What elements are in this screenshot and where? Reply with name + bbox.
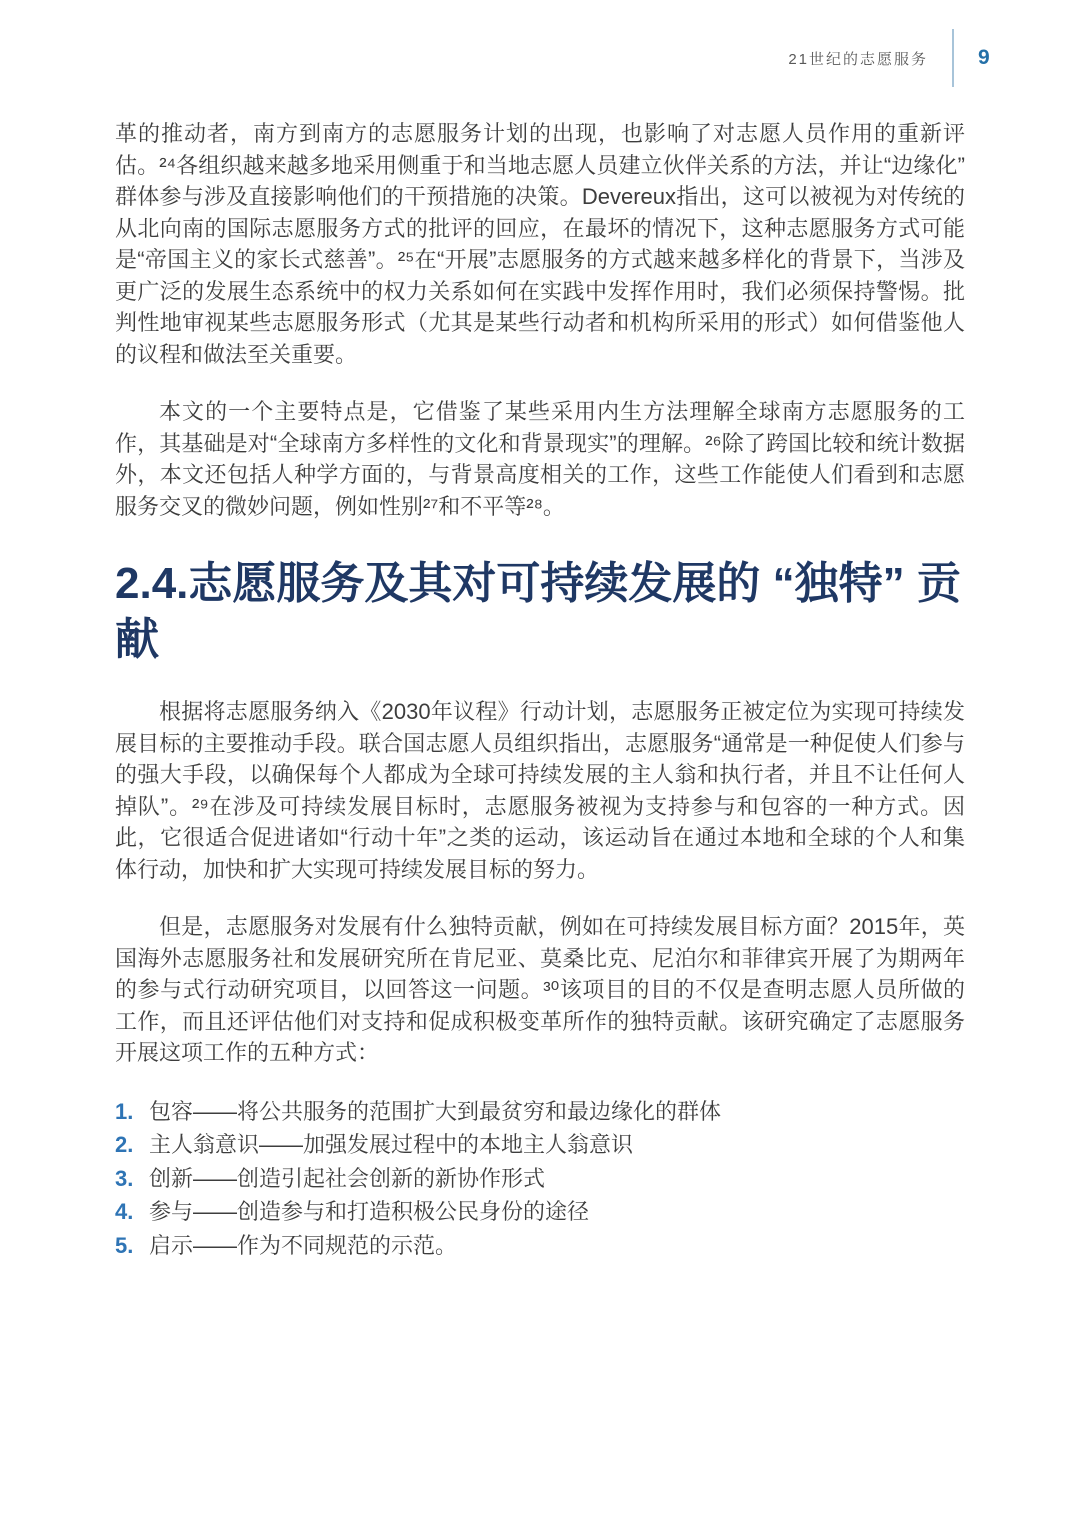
list-item-text: 参与——创造参与和打造积极公民身份的途径 bbox=[149, 1199, 590, 1224]
numbered-list bbox=[115, 1095, 965, 1263]
header-divider bbox=[952, 29, 954, 87]
body-paragraph-2: 本文的一个主要特点是，它借鉴了某些采用内生方法理解全球南方志愿服务的工作，其基础是对“全球南方多样性的文化和背景现实”的理解。²⁶除了跨国比较和统计数据外，本文还包括人种学方面的，与背景高度相关的工作，这些工作能使人们看到和志愿服务交叉的微妙问题，例如性别²⁷和不平等²⁸。 bbox=[115, 399, 965, 519]
page-content bbox=[115, 118, 965, 1262]
page-number: 9 bbox=[978, 46, 990, 69]
list-item-text: 主人翁意识——加强发展过程中的本地主人翁意识 bbox=[149, 1132, 634, 1157]
list-item-number: 3. bbox=[115, 1165, 134, 1191]
list-item bbox=[115, 1128, 965, 1162]
list-item bbox=[115, 1162, 965, 1196]
list-item-number: 5. bbox=[115, 1232, 134, 1258]
list-item bbox=[115, 1095, 965, 1129]
body-paragraph-1: 革的推动者，南方到南方的志愿服务计划的出现，也影响了对志愿人员作用的重新评估。²⁴各组织越来越多地采用侧重于和当地志愿人员建立伙伴关系的方法，并让“边缘化”群体参与涉及直接影响他们的干预措施的决策。Devereux指出，这可以被视为对传统的从北向南的国际志愿服务方式的批评的回应，在最坏的情况下，这种志愿服务方式可能是“帝国主义的家长式慈善”。²⁵在“开展”志愿服务的方式越来越多样化的背景下，当涉及更广泛的发展生态系统中的权力关系如何在实践中发挥作用时，我们必须保持警惕。批判性地审视某些志愿服务形式（尤其是某些行动者和机构所采用的形式）如何借鉴他人的议程和做法至关重要。 bbox=[115, 121, 965, 367]
list-item-text: 启示——作为不同规范的示范。 bbox=[149, 1232, 458, 1258]
list-item bbox=[115, 1229, 965, 1263]
body-paragraph-4: 但是，志愿服务对发展有什么独特贡献，例如在可持续发展目标方面？2015年，英国海外志愿服务社和发展研究所在肯尼亚、莫桑比克、尼泊尔和菲律宾开展了为期两年的参与式行动研究项目，以回答这一问题。³⁰该项目的目的不仅是查明志愿人员所做的工作，而且还评估他们对支持和促成积极变革所作的独特贡献。该研究确定了志愿服务开展这项工作的五种方式： bbox=[115, 914, 965, 1065]
list-item-number: 4. bbox=[115, 1199, 134, 1224]
list-item-number: 2. bbox=[115, 1132, 134, 1157]
list-item-number: 1. bbox=[115, 1098, 134, 1124]
body-paragraph-3: 根据将志愿服务纳入《2030年议程》行动计划，志愿服务正被定位为实现可持续发展目标的主要推动手段。联合国志愿人员组织指出，志愿服务“通常是一种促使人们参与的强大手段，以确保每个人都成为全球可持续发展的主人翁和执行者，并且不让任何人掉队”。²⁹在涉及可持续发展目标时，志愿服务被视为支持参与和包容的一种方式。因此，它很适合促进诸如“行动十年”之类的运动，该运动旨在通过本地和全球的个人和集体行动，加快和扩大实现可持续发展目标的努力。 bbox=[115, 699, 965, 882]
running-header-title: 21世纪的志愿服务 bbox=[788, 50, 928, 68]
list-item bbox=[115, 1195, 965, 1229]
section-heading: 2.4.志愿服务及其对可持续发展的 “独特” 贡献 bbox=[115, 559, 961, 664]
list-item-text: 包容——将公共服务的范围扩大到最贫穷和最边缘化的群体 bbox=[149, 1098, 722, 1124]
list-item-text: 创新——创造引起社会创新的新协作形式 bbox=[149, 1165, 546, 1191]
page-header bbox=[0, 0, 1080, 88]
